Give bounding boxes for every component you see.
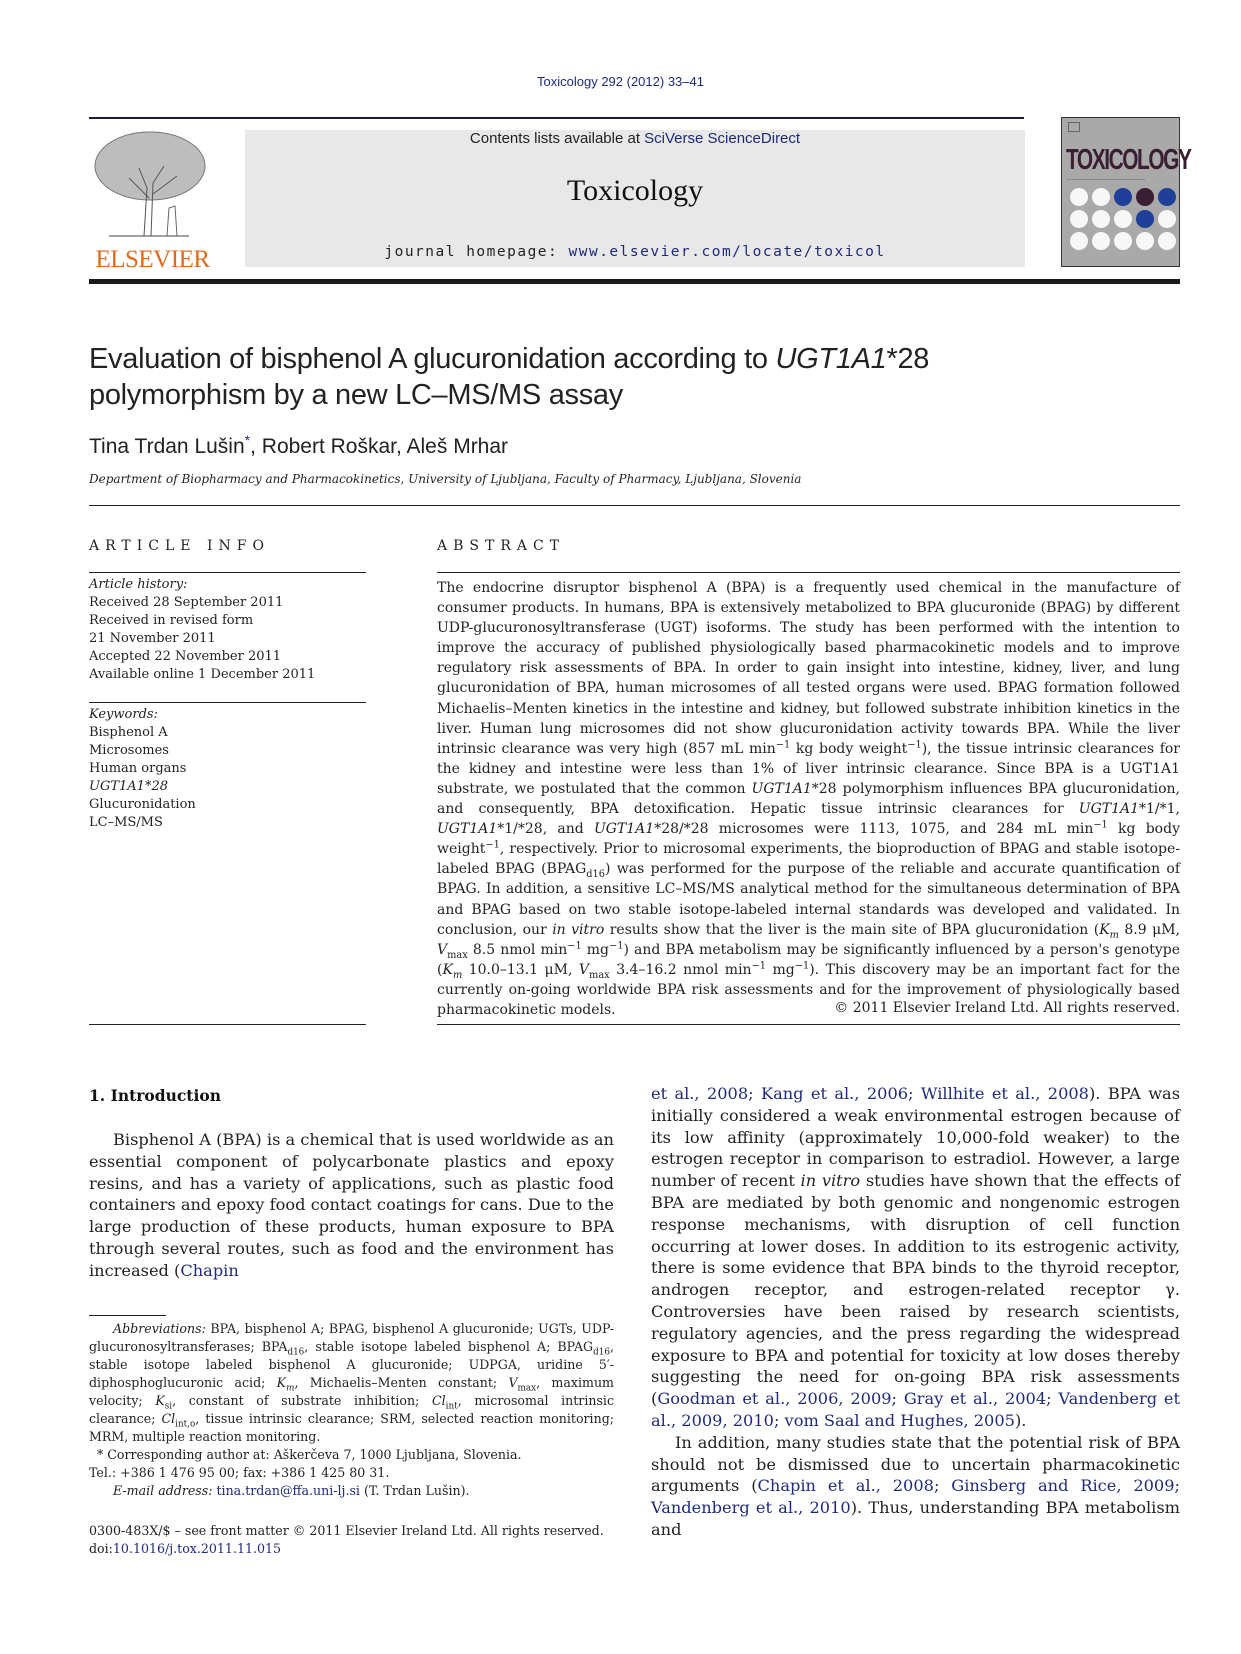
doi-line: doi:10.1016/j.tox.2011.11.015 bbox=[89, 1541, 282, 1556]
info-rule bbox=[89, 572, 366, 573]
keyword: Glucuronidation bbox=[89, 797, 196, 812]
header-thick-rule bbox=[89, 279, 1180, 284]
keyword: LC–MS/MS bbox=[89, 815, 163, 830]
paragraph: Bisphenol A (BPA) is a chemical that is used worldwide as an essential component of polycarbonate plastics and epoxy resins, and has a variety of applications, such as plastic food containers and epoxy food contact coatings for cans. Due to the large production of these products, human exposure to BPA through several routes, such as food and the environment has increased (Chapin bbox=[89, 1130, 614, 1280]
doi-link[interactable]: 10.1016/j.tox.2011.11.015 bbox=[112, 1541, 282, 1556]
homepage-link[interactable]: www.elsevier.com/locate/toxicol bbox=[568, 244, 886, 260]
abstract-text: The endocrine disruptor bisphenol A (BPA) is a frequently used chemical in the manufacture of consumer products. In humans, BPA is extensively metabolized to BPA glucuronide (BPAG) by different UDP-glucuronosyltransferase (UGT) isoforms. The study has been performed with the intention to improve the accuracy of published physiologically based pharmacokinetic models and to improve regulatory risk assessments of BPA. In order to gain insight into intestine, kidney, liver, and lung glucuronidation of BPA, human microsomes of all tested organs were used. BPAG formation followed Michaelis–Menten kinetics in the intestine and kidney, but followed substrate inhibition kinetics in the liver. Human lung microsomes did not show glucuronidation activity towards BPA. While the liver intrinsic clearance was very high (857 mL $\min^{-1}$ kg body weight$^{-1}$), the tissue intrinsic clearances for the kidney and intestine were less than 1% of liver intrinsic clearance. Since BPA is a UGT1A1 substrate, we postulated that the common UGT1A1*28 polymorphism influences BPA glucuronidation, and consequently, BPA detoxification. Hepatic tissue intrinsic clearances for UGT1A1*1/*1, UGT1A1*1/*28, and UGT1A1*28/*28 microsomes were 1113, 1075, and 284 mL $\min^{-1}$ kg body weight$^{-1}$, respectively. Prior to microsomal experiments, the bioproduction of BPAG and stable isotope-labeled BPAG $(BPAG_{d16})$ was performed for the purpose of the reliable and accurate quantification of BPAG. In addition, a sensitive LC–MS/MS analytical method for the simultaneous determination of BPA and BPAG based on two stable isotope-labeled internal standards was developed and validated. In conclusion, our in vitro results show that the liver is the main site of BPA glucuronidation ($K_m$ 8.9 μM, $V_{max}$ 8.5 nmol $\min^{-1} mg^{-1}$) and BPA metabolism may be significantly influenced by a person's genotype ($K_m$ 10.0–13.1 μM, $V_{max}$ 3.4–16.2 nmol $\min^{-1} mg^{-1}$). This discovery may be an important fact for the currently on-going worldwide BPA risk assessments and for the improvement of physiologically based pharmacokinetic models. bbox=[437, 580, 1181, 1018]
article-info-label: ARTICLE INFO bbox=[89, 538, 270, 554]
elsevier-wordmark: ELSEVIER bbox=[95, 246, 210, 273]
citation-link[interactable]: et al., 2008; Kang et al., 2006; Willhite et al., 2008 bbox=[651, 1084, 1089, 1103]
keyword: Bisphenol A bbox=[89, 725, 168, 740]
cover-title: TOXICOLOGY bbox=[1066, 144, 1145, 180]
info-bottom-rule bbox=[89, 1024, 366, 1025]
keywords: Keywords: Bisphenol A Microsomes Human organs UGT1A1*28 Glucuronidation LC–MS/MS bbox=[89, 706, 369, 832]
abstract-copyright: © 2011 Elsevier Ireland Ltd. All rights reserved. bbox=[834, 1000, 1180, 1016]
author-list bbox=[89, 432, 508, 459]
email-link[interactable]: tina.trdan@ffa.uni-lj.si bbox=[216, 1483, 360, 1498]
article-title: Evaluation of bisphenol A glucuronidation according to UGT1A1*28 polymorphism by a new LC–MS/MS assay bbox=[89, 343, 930, 411]
contact-phone: Tel.: +386 1 476 95 00; fax: +386 1 425 80 31. bbox=[89, 1465, 390, 1480]
body-column-left bbox=[89, 1129, 614, 1282]
elsevier-tree-icon bbox=[89, 128, 211, 238]
contents-line: Contents lists available at SciVerse ScienceDirect bbox=[469, 130, 801, 147]
abstract-rule bbox=[437, 572, 1180, 573]
email-footnote: E-mail address: tina.trdan@ffa.uni-lj.si (T. Trdan Lušin). bbox=[113, 1483, 470, 1498]
keyword: Microsomes bbox=[89, 743, 169, 758]
paragraph: et al., 2008; Kang et al., 2006; Willhite et al., 2008). BPA was initially considered a weak environmental estrogen because of its low affinity (approximately 10,000-fold weaker) to the estrogen receptor in comparison to estradiol. However, a large number of recent in vitro studies have shown that the effects of BPA are mediated by both genomic and nongenomic estrogen response mechanisms, with disruption of cell function occurring at lower doses. In addition to its estrogenic activity, there is some evidence that BPA binds to the thyroid receptor, androgen receptor, and estrogen-related receptor γ. Controversies have been raised by research scientists, regulatory agencies, and the press regarding the widespread exposure to BPA and potential for toxicity at low doses thereby suggesting the need for on-going BPA risk assessments (Goodman et al., 2006, 2009; Gray et al., 2004; Vandenberg et al., 2009, 2010; vom Saal and Hughes, 2005). bbox=[651, 1084, 1181, 1430]
footnote-rule bbox=[89, 1315, 166, 1316]
citation-link[interactable]: Chapin bbox=[180, 1260, 239, 1280]
cover-dots bbox=[1070, 188, 1176, 250]
front-matter bbox=[89, 1522, 604, 1558]
journal-reference[interactable]: Toxicology 292 (2012) 33–41 bbox=[537, 74, 704, 89]
sciencedirect-link[interactable]: SciVerse ScienceDirect bbox=[644, 130, 801, 147]
header-rule bbox=[89, 117, 1024, 119]
corresponding-author-mark[interactable]: * bbox=[244, 432, 251, 448]
section-rule bbox=[89, 505, 1180, 506]
footnotes bbox=[89, 1320, 614, 1500]
abbreviations-footnote: Abbreviations: BPA, bisphenol A; BPAG, bisphenol A glucuronide; UGTs, UDP-glucuronosyltransferases; $BPA_{d16}$, stable isotope labeled bisphenol A; $BPAG_{d16}$, stable isotope labeled bisphenol A glucuronide; UDPGA, uridine 5′-diphosphoglucuronic acid; $K_m$, Michaelis–Menten constant; $V_{max}$, maximum velocity; $K_{si}$, constant of substrate inhibition; $Cl_{int}$, microsomal intrinsic clearance; $Cl_{int,o}$, tissue intrinsic clearance; SRM, selected reaction monitoring; MRM, multiple reaction monitoring. bbox=[89, 1321, 615, 1444]
issn-line: 0300-483X/$ – see front matter © 2011 Elsevier Ireland Ltd. All rights reserved. bbox=[89, 1523, 604, 1538]
citation-link[interactable]: Goodman et al., 2006, 2009; Gray et al., 2004; Vandenberg et al., 2009, 2010; vom Saal and Hughes, 2005 bbox=[651, 1389, 1180, 1430]
info-rule bbox=[89, 702, 366, 703]
abstract-label: ABSTRACT bbox=[437, 538, 566, 554]
keyword: UGT1A1*28 bbox=[89, 779, 168, 794]
body-column-right bbox=[651, 1083, 1180, 1541]
paragraph: In addition, many studies state that the potential risk of BPA should not be dismissed due to uncertain pharmacokinetic arguments (Chapin et al., 2008; Ginsberg and Rice, 2009; Vandenberg et al., 2010). Thus, understanding BPA metabolism and bbox=[651, 1432, 1180, 1539]
keyword: Human organs bbox=[89, 761, 187, 776]
journal-title: Toxicology bbox=[566, 174, 704, 207]
corresponding-author-footnote: * Corresponding author at: Aškerčeva 7, 1000 Ljubljana, Slovenia. bbox=[97, 1447, 522, 1462]
citation-link[interactable]: Chapin et al., 2008; Ginsberg and Rice, 2009; Vandenberg et al., 2010 bbox=[651, 1476, 1180, 1518]
journal-cover bbox=[1061, 117, 1191, 267]
abstract-bottom-rule bbox=[437, 1024, 1180, 1025]
journal-banner bbox=[245, 130, 1025, 267]
publisher-mark-icon bbox=[1068, 122, 1080, 132]
affiliation: Department of Biopharmacy and Pharmacokinetics, University of Ljubljana, Faculty of Pharmacy, Ljubljana, Slovenia bbox=[89, 472, 802, 486]
author-name: , Robert Roškar, Aleš Mrhar bbox=[250, 435, 509, 458]
elsevier-logo bbox=[89, 128, 216, 273]
author-name: Tina Trdan Lušin bbox=[89, 435, 245, 458]
article-history: Article history: Received 28 September 2011 Received in revised form 21 November 2011 Accepted 22 November 2011 Available online 1 December 2011 bbox=[89, 577, 316, 682]
homepage-line: journal homepage: www.elsevier.com/locate/toxicol bbox=[384, 244, 886, 260]
section-heading-introduction: 1. Introduction bbox=[89, 1086, 221, 1105]
